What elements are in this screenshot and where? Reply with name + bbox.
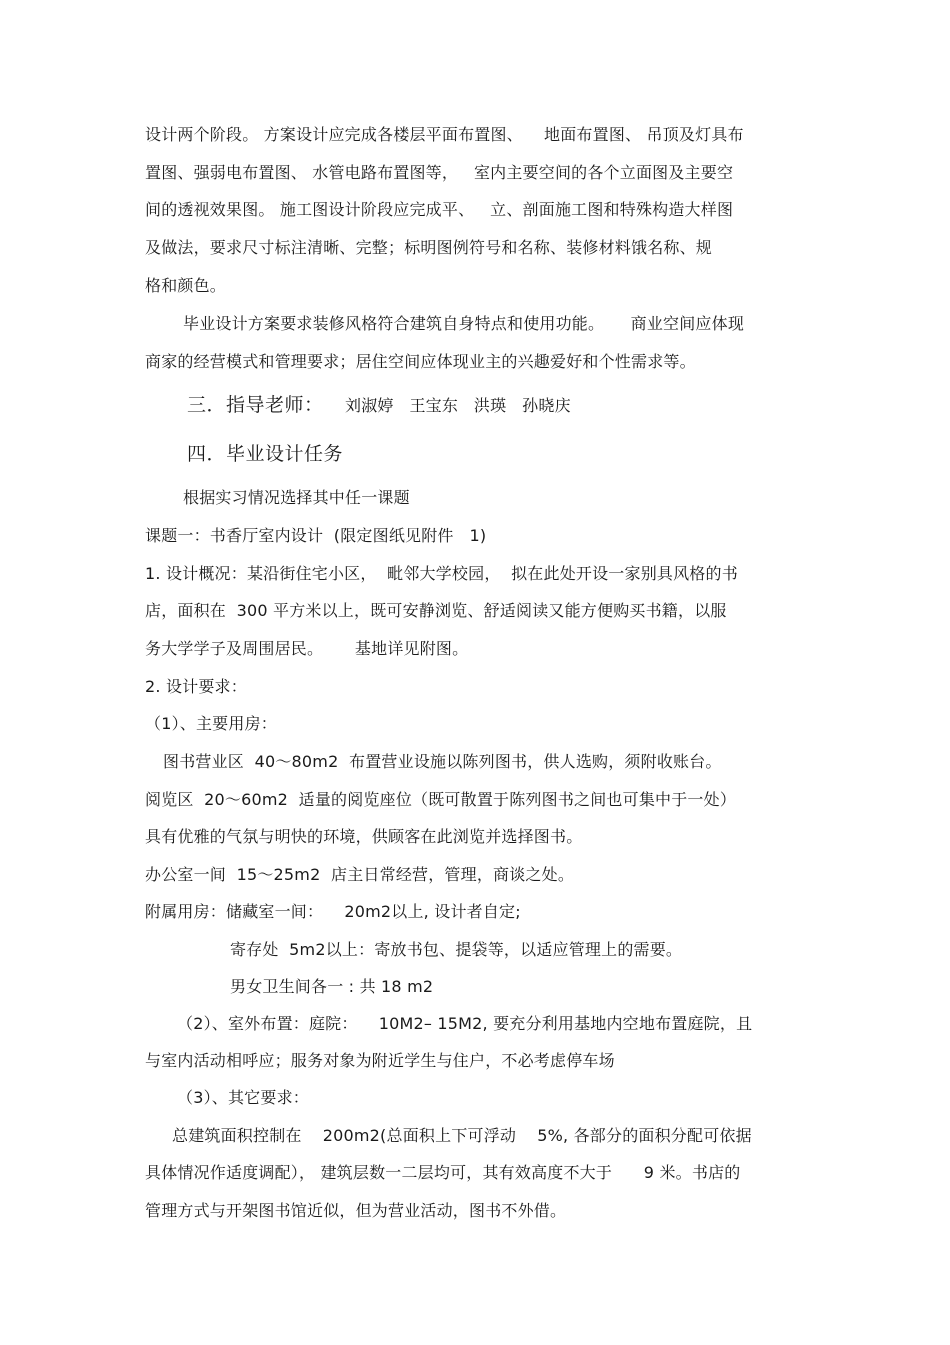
task-line-14: 男女卫生间各一 : 共 18 m2	[230, 977, 434, 996]
task-line-13: 寄存处 5m2以上：寄放书包、提袋等，以适应管理上的需要。	[230, 940, 683, 959]
section-3-heading: 三．指导老师：	[187, 394, 324, 416]
task-line-1: 根据实习情况选择其中任一课题	[183, 488, 410, 507]
task-line-15: （2）、室外布置：庭院： 10M2– 15M2, 要充分利用基地内空地布置庭院，且	[177, 1014, 753, 1033]
task-line-11: 办公室一间 15～25m2 店主日常经营，管理，商谈之处。	[145, 865, 575, 884]
section-4-heading: 四．毕业设计任务	[187, 443, 344, 465]
task-line-3: 1. 设计概况：某沿街住宅小区， 毗邻大学校园， 拟在此处开设一家别具风格的书	[145, 564, 738, 583]
task-line-4: 店，面积在 300 平方米以上，既可安静浏览、舒适阅读又能方便购买书籍，以服	[145, 601, 727, 620]
task-line-19: 具体情况作适度调配）， 建筑层数一二层均可，其有效高度不大于 9 米。书店的	[145, 1163, 741, 1182]
advisor-names: 刘淑婷 王宝东 洪瑛 孙晓庆	[345, 396, 571, 415]
task-line-2: 课题一：书香厅室内设计 (限定图纸见附件 1)	[145, 526, 487, 545]
intro-line-4: 及做法，要求尺寸标注清晰、完整；标明图例符号和名称、装修材料饿名称、规	[145, 238, 713, 257]
task-line-12: 附属用房：储藏室一间： 20m2以上, 设计者自定;	[145, 902, 521, 921]
task-line-7: （1）、主要用房：	[145, 714, 277, 733]
task-line-18: 总建筑面积控制在 200m2(总面积上下可浮动 5%, 各部分的面积分配可依据	[172, 1126, 752, 1145]
task-line-8: 图书营业区 40～80m2 布置营业设施以陈列图书，供人选购，须附收账台。	[163, 752, 722, 771]
task-line-16: 与室内活动相呼应；服务对象为附近学生与住户，不必考虑停车场	[145, 1051, 615, 1070]
task-line-6: 2. 设计要求：	[145, 677, 247, 696]
task-line-5: 务大学学子及周围居民。 基地详见附图。	[145, 639, 469, 658]
task-line-17: （3）、其它要求：	[177, 1088, 309, 1107]
task-line-9: 阅览区 20～60m2 适量的阅览座位（既可散置于陈列图书之间也可集中于一处）	[145, 790, 737, 809]
intro-line-7: 商家的经营模式和管理要求；居住空间应体现业主的兴趣爱好和个性需求等。	[145, 352, 696, 371]
intro-line-2: 置图、强弱电布置图、 水管电路布置图等， 室内主要空间的各个立面图及主要空	[145, 163, 734, 182]
intro-line-1: 设计两个阶段。 方案设计应完成各楼层平面布置图、 地面布置图、 吊顶及灯具布	[145, 125, 744, 144]
intro-line-5: 格和颜色。	[145, 276, 227, 295]
task-line-20: 管理方式与开架图书馆近似，但为营业活动，图书不外借。	[145, 1201, 567, 1220]
task-line-10: 具有优雅的气氛与明快的环境，供顾客在此浏览并选择图书。	[145, 827, 583, 846]
intro-line-6: 毕业设计方案要求装修风格符合建筑自身特点和使用功能。 商业空间应体现	[183, 314, 745, 333]
intro-line-3: 间的透视效果图。 施工图设计阶段应完成平、 立、剖面施工图和特殊构造大样图	[145, 200, 734, 219]
